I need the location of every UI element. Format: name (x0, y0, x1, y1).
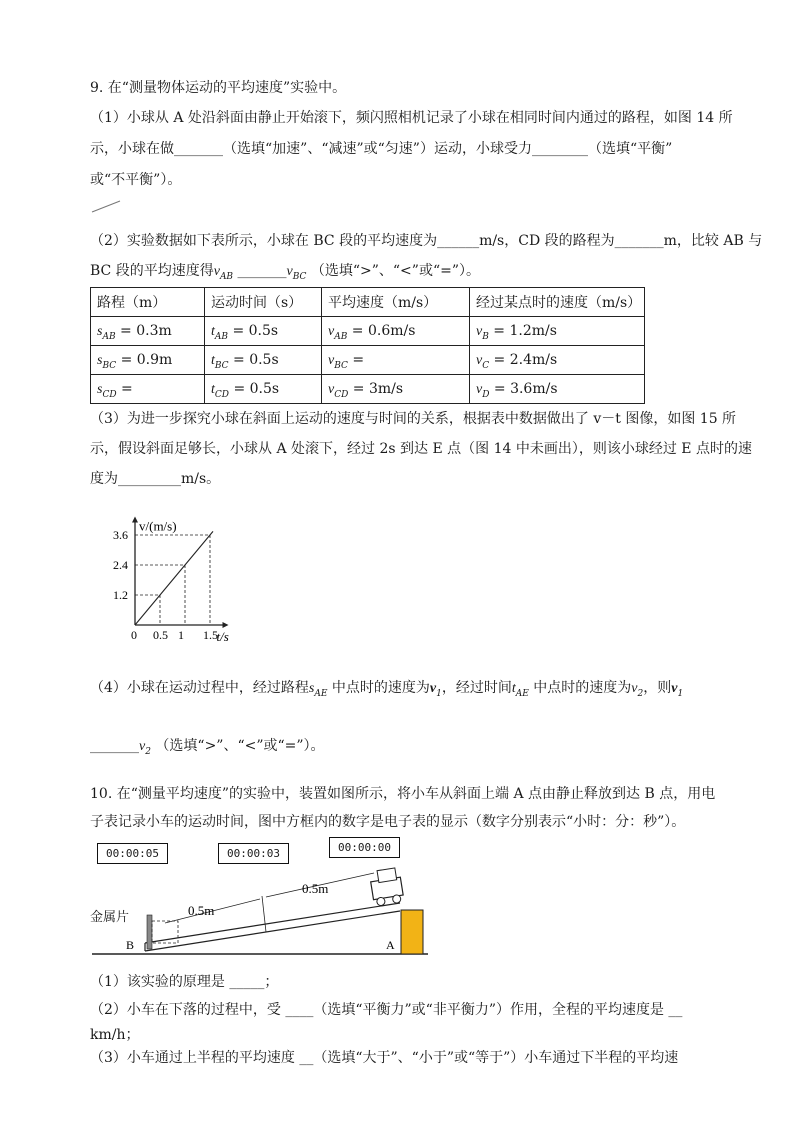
q9-part1-line3: 或“不平衡”）。 (90, 172, 182, 188)
cell-value: = (116, 380, 133, 397)
y-tick-label: 2.4 (113, 558, 128, 572)
subscript-ae: AE (314, 689, 328, 699)
cell-value: = 0.3m (115, 322, 172, 339)
subscript: BC (334, 360, 348, 371)
subscript-bc: BC (292, 272, 307, 282)
cell-value: = 3m/s (348, 380, 404, 397)
cell-value: = 0.5s (228, 322, 279, 339)
subscript: AB (102, 331, 116, 342)
s-symbol: s (308, 681, 315, 696)
subscript-2: 2 (637, 689, 644, 699)
table-cell (470, 317, 645, 346)
symbol: s (97, 381, 103, 397)
q9-part1-line2: 示，小球在做_______（选填“加速”、“减速”或“匀速”）运动，小球受力________（选填“平衡” (90, 141, 673, 157)
subscript-1: 1 (677, 689, 684, 699)
symbol: v (476, 352, 483, 368)
cell-value: = 0.5s (228, 351, 279, 368)
q9-part4-text-d: 中点时的速度为 (533, 680, 632, 696)
x-tick-label: 1.5 (203, 628, 218, 642)
subscript: B (482, 331, 489, 342)
q10-line1: 10. 在“测量平均速度”的实验中，装置如图所示，将小车从斜面上端 A 点由静止释放到达 B 点，用电 (90, 786, 716, 802)
figure-14-incline-thumbnail (90, 196, 124, 216)
y-axis-arrow (132, 517, 138, 523)
cart-cab (377, 868, 397, 883)
series-line (135, 531, 213, 625)
subscript: BC (214, 360, 229, 371)
table-cell (205, 375, 322, 404)
table-cell (91, 317, 205, 346)
q9-part4-text-a: （4）小球在运动过程中，经过路程 (90, 680, 309, 696)
q9-part2-choice-text: （选填“>”、“<”或“=”）。 (310, 263, 480, 279)
metal-plate (147, 915, 152, 949)
q9-part4-line2 (90, 736, 325, 758)
table-header-cell: 运动时间（s） (205, 288, 322, 317)
table-cell (470, 375, 645, 404)
midpoint-marker (262, 896, 266, 932)
q9-part3-line1: （3）为进一步探究小球在斜面上运动的速度与时间的关系，根据表中数据做出了 v－t 图像，如图 15 所 (90, 411, 737, 427)
q9-part2-line1: （2）实验数据如下表所示，小球在 BC 段的平均速度为______m/s，CD 段的路程为_______m，比较 AB 与 (90, 233, 763, 249)
table-header-cell: 路程（m） (91, 288, 205, 317)
v-symbol: v (671, 681, 678, 696)
distance-second-half: 0.5m (302, 881, 329, 896)
v-symbol: v (139, 739, 146, 754)
symbol: v (476, 381, 483, 397)
experiment-data-table (90, 287, 645, 404)
table-cell (91, 375, 205, 404)
cell-value: = 1.2m/s (488, 322, 557, 339)
q10-line2: 子表记录小车的运动时间，图中方框内的数字是电子表的显示（数字分别表示“小时：分：秒”）。 (90, 814, 686, 830)
q9-part3-line2: 示，假设斜面足够长，小球从 A 处滚下，经过 2s 到达 E 点（图 14 中未画出），则该小球经过 E 点时的速 (90, 441, 752, 457)
subscript-ab: AB (219, 272, 234, 282)
symbol: s (97, 352, 103, 368)
t-symbol: t (511, 681, 516, 696)
symbol: v (476, 323, 483, 339)
q10-sub2-line1: （2）小车在下落的过程中，受 ____（选填“平衡力”或“非平衡力”）作用，全程的平均速度是 __ (90, 1002, 683, 1018)
mini-slope (92, 201, 120, 212)
v-symbol: v (286, 264, 293, 279)
figure-15-vt-graph (100, 495, 290, 645)
v-symbol: v (213, 264, 220, 279)
subscript: C (482, 360, 490, 371)
subscript: D (482, 389, 490, 400)
q9-part4-text-b: 中点时的速度为 (331, 680, 430, 696)
cell-value: = (347, 351, 365, 368)
subscript-ae: AE (515, 689, 529, 699)
table-cell (91, 346, 205, 375)
subscript: CD (214, 389, 229, 400)
q10-sub1: （1）该实验的原理是 _____； (90, 974, 279, 990)
table-header-row (91, 288, 645, 317)
q9-part3-line3: 度为_________m/s。 (90, 471, 221, 487)
y-tick-label: 3.6 (113, 528, 128, 542)
table-cell (322, 317, 470, 346)
distance-first-half: 0.5m (188, 903, 215, 918)
y-tick-label: 1.2 (113, 588, 128, 602)
q10-sub3: （3）小车通过上半程的平均速度 __（选填“大于”、“小于”或“等于”）小车通过下半程的平均速 (90, 1050, 679, 1066)
v-symbol: v (631, 681, 638, 696)
table-cell (322, 375, 470, 404)
x-axis-label: t/s (216, 629, 229, 644)
metal-plate-label: 金属片 (90, 910, 130, 925)
subscript: CD (334, 389, 349, 400)
q9-part4-line1 (90, 678, 683, 700)
timer-display-a: 00:00:00 (329, 837, 400, 858)
subscript: CD (102, 389, 117, 400)
table-header-cell: 平均速度（m/s） (322, 288, 470, 317)
point-a-label: A (386, 938, 395, 952)
symbol: v (328, 352, 335, 368)
table-row (91, 346, 645, 375)
q9-part2-compare-text: BC 段的平均速度得 (90, 263, 214, 279)
x-tick-label: 1 (178, 628, 184, 642)
answer-blank: _______ (90, 738, 139, 754)
table-cell (322, 346, 470, 375)
table-row (91, 375, 645, 404)
timer-display-b: 00:00:05 (97, 843, 168, 864)
x-tick-label: 0.5 (153, 628, 168, 642)
answer-blank: _______ (237, 263, 287, 279)
q9-part4-text-e: ，则 (643, 680, 672, 696)
q9-part2-line2 (90, 261, 480, 283)
q9-part4-text-c: ，经过时间 (441, 680, 512, 696)
incline-top-edge (145, 903, 400, 943)
cell-value: = 0.5s (229, 380, 280, 397)
v-symbol: v (429, 681, 437, 696)
symbol: v (328, 381, 335, 397)
x-tick-label: 0 (131, 628, 137, 642)
table-cell (205, 317, 322, 346)
q9-part4-choice-text: （选填“>”、“<”或“=”）。 (155, 738, 325, 754)
x-axis-arrow (223, 622, 229, 628)
cell-value: = 0.9m (116, 351, 173, 368)
symbol: v (328, 323, 335, 339)
cell-value: = 3.6m/s (489, 380, 558, 397)
symbol: t (211, 323, 215, 339)
q9-title: 9. 在“测量物体运动的平均速度”实验中。 (90, 80, 347, 96)
incline-apparatus-figure (90, 865, 430, 960)
subscript-2: 2 (145, 747, 151, 757)
toy-cart (369, 867, 404, 906)
cell-value: = 0.6m/s (347, 322, 416, 339)
point-b-label: B (126, 938, 135, 952)
cell-value: = 2.4m/s (489, 351, 558, 368)
subscript-1: 1 (436, 689, 442, 699)
incline-bottom-edge (145, 911, 400, 951)
symbol: t (211, 352, 215, 368)
timer-display-mid: 00:00:03 (218, 843, 289, 864)
symbol: s (97, 323, 103, 339)
table-row (91, 317, 645, 346)
q9-part1-line1: （1）小球从 A 处沿斜面由静止开始滚下，频闪照相机记录了小球在相同时间内通过的路程，如图 14 所 (90, 110, 733, 126)
subscript: AB (214, 331, 229, 342)
subscript: AB (334, 331, 348, 342)
table-cell (205, 346, 322, 375)
table-header-cell: 经过某点时的速度（m/s） (470, 288, 645, 317)
q10-sub2-line2: km/h； (90, 1027, 140, 1043)
support-block (401, 910, 423, 954)
table-cell (470, 346, 645, 375)
subscript: BC (102, 360, 117, 371)
y-axis-label: v/(m/s) (139, 518, 177, 534)
symbol: t (211, 381, 215, 397)
